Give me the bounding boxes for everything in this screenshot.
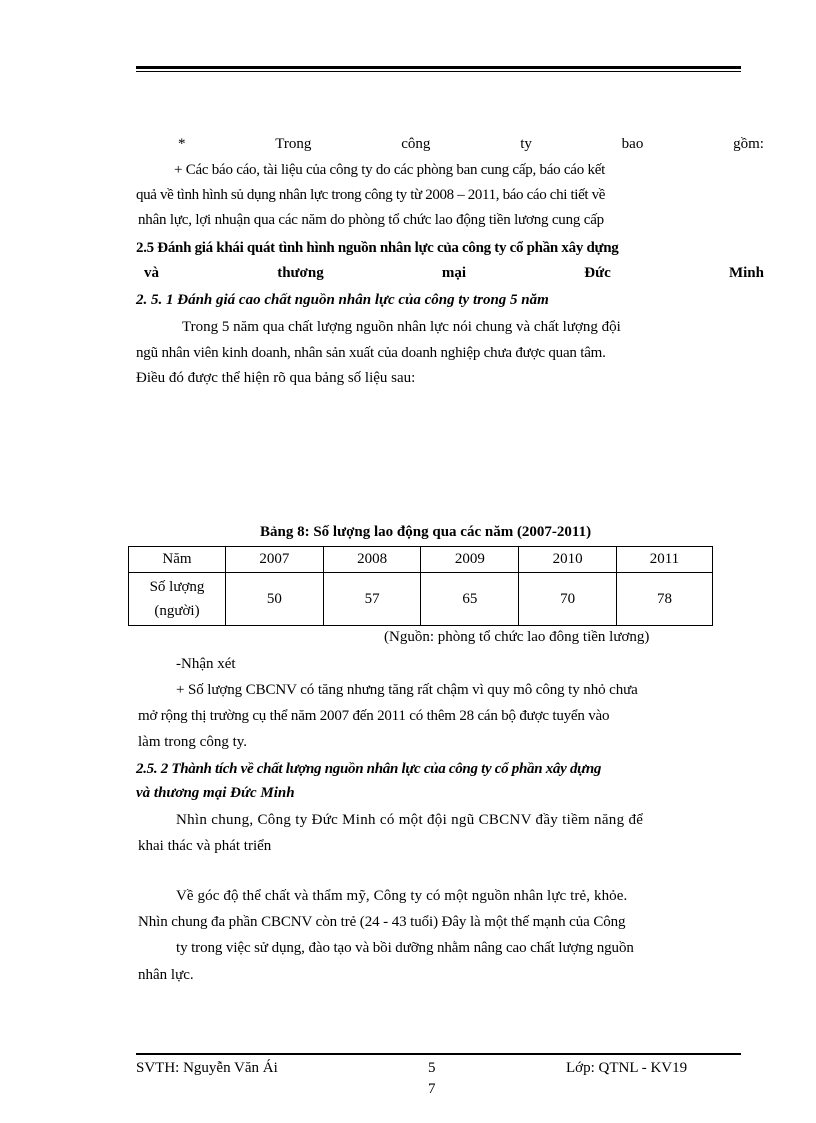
remarks-line-2: mở rộng thị trường cụ thể năm 2007 đến 2011 có thêm 28 cán bộ được tuyển vào [138,708,610,724]
footer-page-number-2: 7 [428,1081,436,1097]
footer-student: SVTH: Nguyễn Văn Ái [136,1060,278,1076]
row-label-line-2: (người) [154,603,200,619]
word: mại [441,265,467,281]
word: Trong [275,136,312,152]
value-cell: 65 [421,573,519,626]
section-2-5-1-para-line-1: Trong 5 năm qua chất lượng nguồn nhân lực nói chung và chất lượng đội [182,319,621,335]
header-rule-thin [136,71,741,72]
word: ty [520,136,532,152]
year-cell: 2011 [616,547,712,573]
word: Đức [584,265,611,281]
word: * [178,136,186,152]
value-cell: 78 [616,573,712,626]
value-cell: 50 [226,573,324,626]
section-2-5-2-p2-line-4: nhân lực. [138,967,194,983]
table-header-label: Năm [129,547,226,573]
year-cell: 2007 [226,547,324,573]
footer-class: Lớp: QTNL - KV19 [566,1060,688,1076]
section-2-5-1-para-line-3: Điều đó được thể hiện rõ qua bảng số liệu sau: [136,370,416,386]
word: công [401,136,431,152]
footer-page-number: 5 [428,1060,436,1076]
remarks-line-1: + Số lượng CBCNV có tăng nhưng tăng rất chậm vì quy mô công ty nhỏ chưa [176,682,638,698]
section-2-5-title-line-2 [144,263,764,283]
section-2-5-2-p1-line-1: Nhìn chung, Công ty Đức Minh có một đội ngũ CBCNV đầy tiềm năng để [176,812,644,828]
header-rule [136,66,741,69]
section-2-5-title: 2.5 Đánh giá khái quát tình hình nguồn nhân lực của công ty cổ phần xây dựng [136,240,619,256]
intro-line-2: + Các báo cáo, tài liệu của công ty do các phòng ban cung cấp, báo cáo kết [174,162,606,178]
word: bao [621,136,644,152]
word: Minh [728,265,764,281]
word: gồm: [733,136,764,152]
intro-line-3: quả về tình hình sủ dụng nhân lực trong công ty từ 2008 – 2011, báo cáo chi tiết về [136,187,606,203]
table-caption: Bảng 8: Số lượng lao động qua các năm (2007-2011) [260,524,592,540]
remarks-label: -Nhận xét [176,656,236,672]
intro-line-1 [178,134,764,154]
row-label-line-1: Số lượng [149,579,205,595]
section-2-5-2-p2-line-2: Nhìn chung đa phần CBCNV còn trẻ (24 - 43 tuổi) Đây là một thế mạnh của Công [138,914,626,930]
table-row [129,547,713,573]
section-2-5-1-heading: 2. 5. 1 Đánh giá cao chất nguồn nhân lực của công ty trong 5 năm [136,292,549,308]
word: và [144,265,159,281]
section-2-5-2-p2-line-3: ty trong việc sử dụng, đào tạo và bồi dưỡng nhằm nâng cao chất lượng nguồn [176,940,634,956]
remarks-line-3: làm trong công ty. [138,734,248,750]
value-cell: 70 [519,573,617,626]
section-2-5-2-heading: 2.5. 2 Thành tích về chất lượng nguồn nhân lực của công ty cổ phần xây dựng [136,761,602,777]
value-cell: 57 [323,573,421,626]
year-cell: 2010 [519,547,617,573]
year-cell: 2009 [421,547,519,573]
section-2-5-2-heading-line-2: và thương mại Đức Minh [136,785,295,801]
workforce-table [128,546,713,626]
intro-line-4: nhân lực, lợi nhuận qua các năm do phòng tổ chức lao động tiền lương cung cấp [138,212,604,228]
table-row [129,573,713,626]
row-label [129,573,226,626]
section-2-5-2-p1-line-2: khai thác và phát triển [138,838,272,854]
table-source: (Nguồn: phòng tổ chức lao đông tiền lương) [384,629,650,645]
footer-rule [136,1053,741,1055]
year-cell: 2008 [323,547,421,573]
section-2-5-1-para-line-2: ngũ nhân viên kinh doanh, nhân sản xuất của doanh nghiệp chưa được quan tâm. [136,345,606,361]
word: thương [277,265,324,281]
section-2-5-2-p2-line-1: Về góc độ thể chất và thẩm mỹ, Công ty có một nguồn nhân lực trẻ, khỏe. [176,888,628,904]
